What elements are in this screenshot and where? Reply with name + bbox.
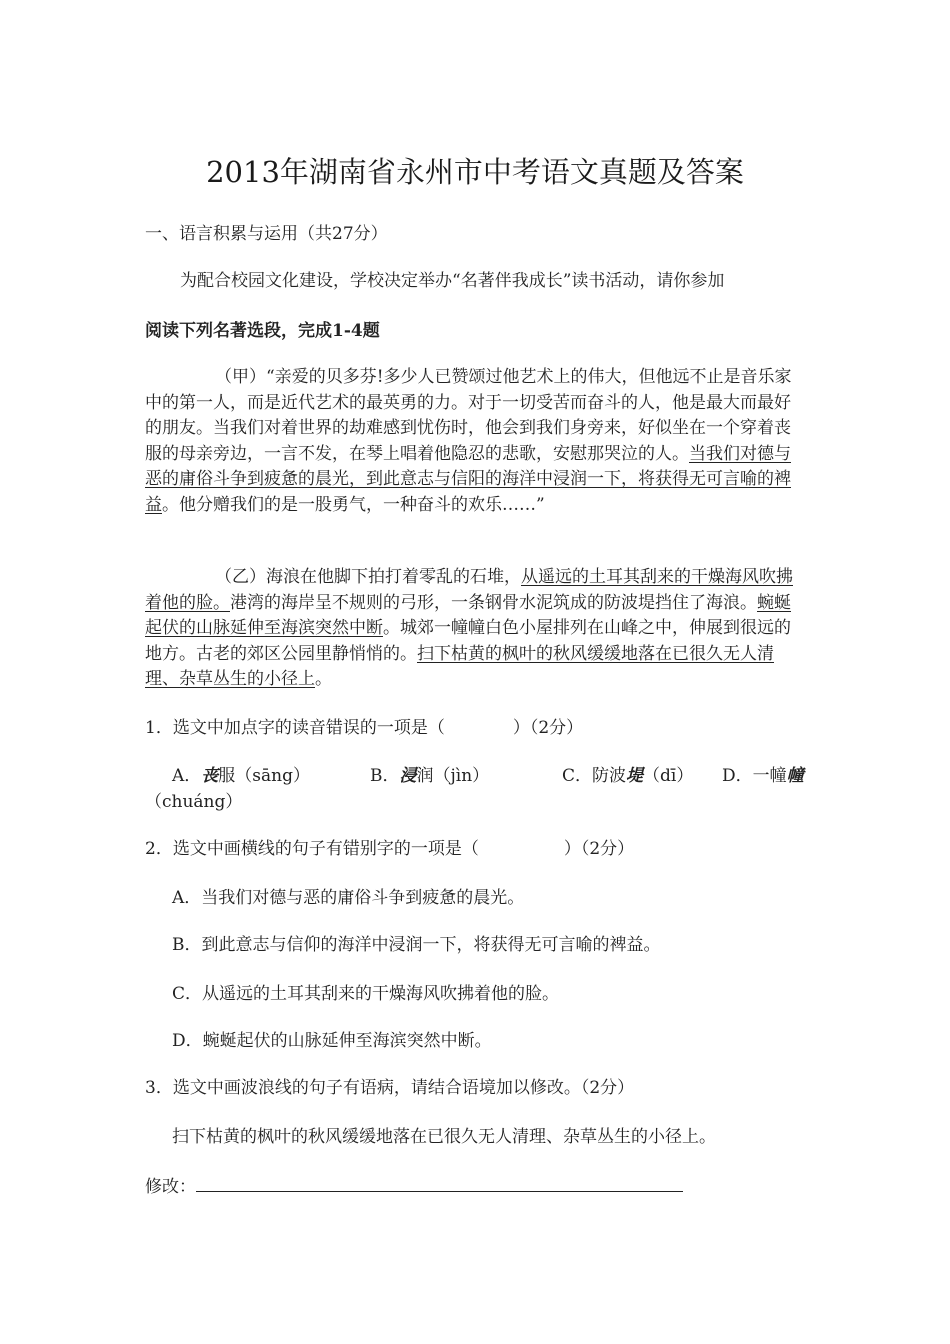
answer-blank-line[interactable] [196, 1173, 683, 1192]
passage-jia-text-2: 。他分赠我们的是一股勇气，一种奋斗的欢乐……” [162, 494, 545, 515]
question-2-stem: 2．选文中画横线的句子有错别字的一项是（ ）（2分） [145, 839, 635, 859]
q2-option-d: D．蜿蜒起伏的山脉延伸至海滨突然中断。 [172, 1031, 492, 1051]
passage-yi [145, 565, 807, 693]
reading-instruction: 阅读下列名著选段，完成1-4题 [145, 321, 380, 341]
q2-option-c: C．从遥远的土耳其刮来的干燥海风吹拂着他的脸。 [172, 984, 560, 1004]
question-1-stem: 1．选文中加点字的读音错误的一项是（ ）（2分） [145, 718, 584, 738]
q1-option-d-dotted-char: 幢 [786, 766, 804, 786]
q1-option-a-dotted-char: 丧 [201, 766, 219, 786]
passage-yi-underlined-3: 扫下枯黄的枫叶的秋风缓缓地落在已很久无人清理、杂草丛生的小径上 [145, 643, 774, 689]
q1-option-c-dotted-char: 堤 [626, 766, 644, 786]
page-title: 2013年湖南省永州市中考语文真题及答案 [206, 155, 744, 189]
passage-yi-text-3: 。城郊一幢幢白色小屋排列在山峰之中，伸展到很远的地方。古老的郊区公园里静悄悄的。 [145, 618, 791, 664]
passage-jia-underlined: 当我们对德与恶的庸俗斗争到疲惫的晨光，到此意志与信阳的海洋中浸润一下，将获得无可言喻的裨益 [145, 443, 791, 515]
q1-option-d: D．一幢幢 [722, 766, 804, 786]
intro-text: 为配合校园文化建设，学校决定举办“名著伴我成长”读书活动，请你参加 [180, 271, 725, 291]
passage-yi-text-2: 港湾的海岸呈不规则的弓形，一条钢骨水泥筑成的防波堤挡住了海浪。 [230, 592, 757, 613]
q1-option-b-dotted-char: 浸 [399, 766, 417, 786]
q2-option-b: B．到此意志与信仰的海洋中浸润一下，将获得无可言喻的裨益。 [172, 935, 661, 955]
q2-option-a: A．当我们对德与恶的庸俗斗争到疲惫的晨光。 [172, 888, 525, 908]
passage-jia [145, 365, 807, 518]
q1-option-d-pinyin: （chuáng） [145, 792, 243, 812]
section-heading: 一、语言积累与运用（共27分） [145, 224, 388, 244]
passage-yi-text-1: （乙）海浪在他脚下拍打着零乱的石堆， [215, 567, 521, 587]
q1-option-c: C．防波堤（dī） [562, 766, 694, 786]
q1-option-a: A．丧服（sāng） [172, 766, 310, 786]
q3-fix-row [145, 1173, 683, 1200]
question-3-stem: 3．选文中画波浪线的句子有语病，请结合语境加以修改。（2分） [145, 1078, 635, 1098]
passage-yi-text-4: 。 [315, 669, 332, 689]
q1-option-b: B．浸润（jìn） [370, 766, 490, 786]
passage-yi-underlined-1: 从遥远的土耳其刮来的干燥海风吹拂着他的脸。 [145, 567, 793, 613]
passage-yi-underlined-2: 蜿蜒起伏的山脉延伸至海滨突然中断 [145, 592, 791, 638]
passage-jia-text-1: （甲）“亲爱的贝多芬!多少人已赞颂过他艺术上的伟大，但他远不止是音乐家中的第一人，而是近代艺术的最英勇的力。对于一切受苦而奋斗的人，他是最大而最好的朋友。当我们对着世界的劫难感到忧伤时，他会到我们身旁来，好似坐在一个穿着丧服的母亲旁边，一言不发，在琴上唱着他隐忍的悲歌，安慰那哭泣的人。 [145, 367, 792, 464]
q3-sentence: 扫下枯黄的枫叶的秋风缓缓地落在已很久无人清理、杂草丛生的小径上。 [172, 1127, 716, 1147]
q3-fix-label: 修改： [145, 1177, 196, 1197]
